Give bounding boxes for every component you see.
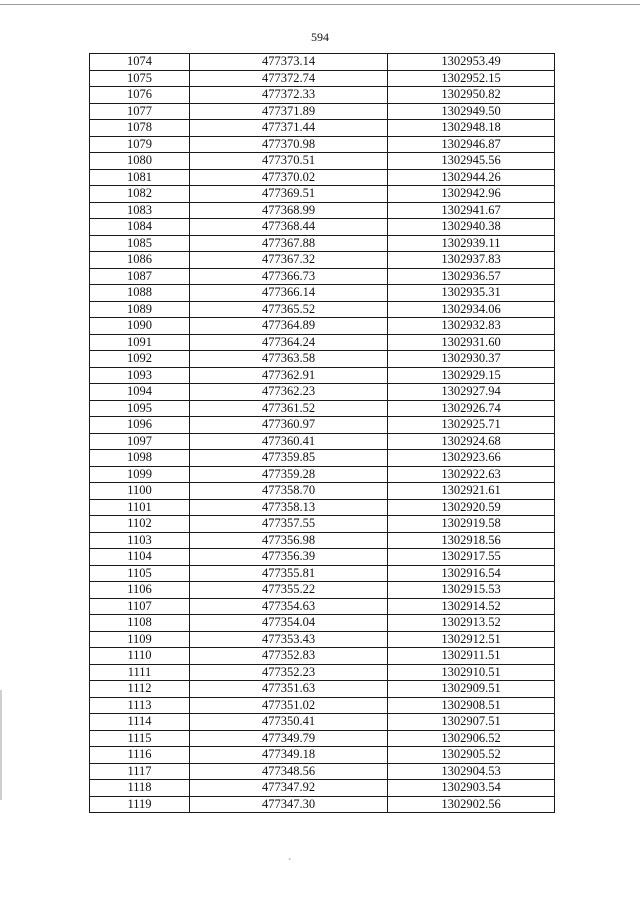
y-coordinate-cell: 1302918.56	[388, 532, 555, 549]
table-row	[90, 598, 555, 615]
point-number-cell: 1090	[90, 318, 190, 335]
y-coordinate-cell: 1302909.51	[388, 681, 555, 698]
table-row	[90, 417, 555, 434]
y-coordinate-cell: 1302923.66	[388, 450, 555, 467]
y-coordinate-cell: 1302917.55	[388, 549, 555, 566]
point-number-cell: 1113	[90, 697, 190, 714]
x-coordinate-cell: 477353.43	[190, 631, 388, 648]
x-coordinate-cell: 477358.70	[190, 483, 388, 500]
x-coordinate-cell: 477351.63	[190, 681, 388, 698]
table-row	[90, 565, 555, 582]
y-coordinate-cell: 1302948.18	[388, 120, 555, 137]
point-number-cell: 1114	[90, 714, 190, 731]
point-number-cell: 1117	[90, 763, 190, 780]
point-number-cell: 1091	[90, 334, 190, 351]
table-row	[90, 664, 555, 681]
y-coordinate-cell: 1302925.71	[388, 417, 555, 434]
point-number-cell: 1092	[90, 351, 190, 368]
y-coordinate-cell: 1302935.31	[388, 285, 555, 302]
point-number-cell: 1119	[90, 796, 190, 813]
x-coordinate-cell: 477356.98	[190, 532, 388, 549]
x-coordinate-cell: 477368.99	[190, 202, 388, 219]
y-coordinate-cell: 1302919.58	[388, 516, 555, 533]
y-coordinate-cell: 1302911.51	[388, 648, 555, 665]
point-number-cell: 1118	[90, 780, 190, 797]
y-coordinate-cell: 1302913.52	[388, 615, 555, 632]
x-coordinate-cell: 477367.88	[190, 235, 388, 252]
point-number-cell: 1109	[90, 631, 190, 648]
y-coordinate-cell: 1302921.61	[388, 483, 555, 500]
x-coordinate-cell: 477351.02	[190, 697, 388, 714]
point-number-cell: 1101	[90, 499, 190, 516]
point-number-cell: 1108	[90, 615, 190, 632]
y-coordinate-cell: 1302904.53	[388, 763, 555, 780]
x-coordinate-cell: 477371.89	[190, 103, 388, 120]
y-coordinate-cell: 1302910.51	[388, 664, 555, 681]
table-row	[90, 219, 555, 236]
x-coordinate-cell: 477373.14	[190, 54, 388, 71]
y-coordinate-cell: 1302922.63	[388, 466, 555, 483]
table-row	[90, 796, 555, 813]
y-coordinate-cell: 1302929.15	[388, 367, 555, 384]
x-coordinate-cell: 477363.58	[190, 351, 388, 368]
table-row	[90, 367, 555, 384]
y-coordinate-cell: 1302942.96	[388, 186, 555, 203]
point-number-cell: 1103	[90, 532, 190, 549]
table-row	[90, 747, 555, 764]
point-number-cell: 1100	[90, 483, 190, 500]
table-row	[90, 318, 555, 335]
y-coordinate-cell: 1302916.54	[388, 565, 555, 582]
table-row	[90, 681, 555, 698]
x-coordinate-cell: 477371.44	[190, 120, 388, 137]
x-coordinate-cell: 477372.74	[190, 70, 388, 87]
point-number-cell: 1074	[90, 54, 190, 71]
point-number-cell: 1105	[90, 565, 190, 582]
table-row	[90, 697, 555, 714]
point-number-cell: 1096	[90, 417, 190, 434]
point-number-cell: 1075	[90, 70, 190, 87]
x-coordinate-cell: 477347.92	[190, 780, 388, 797]
table-row	[90, 235, 555, 252]
x-coordinate-cell: 477359.28	[190, 466, 388, 483]
x-coordinate-cell: 477367.32	[190, 252, 388, 269]
y-coordinate-cell: 1302937.83	[388, 252, 555, 269]
x-coordinate-cell: 477366.73	[190, 268, 388, 285]
point-number-cell: 1087	[90, 268, 190, 285]
point-number-cell: 1078	[90, 120, 190, 137]
point-number-cell: 1082	[90, 186, 190, 203]
y-coordinate-cell: 1302945.56	[388, 153, 555, 170]
point-number-cell: 1077	[90, 103, 190, 120]
x-coordinate-cell: 477355.81	[190, 565, 388, 582]
y-coordinate-cell: 1302936.57	[388, 268, 555, 285]
coordinates-table	[89, 53, 555, 813]
table-row	[90, 54, 555, 71]
table-row	[90, 631, 555, 648]
y-coordinate-cell: 1302939.11	[388, 235, 555, 252]
table-row	[90, 483, 555, 500]
scan-dot-mark: `	[288, 858, 292, 869]
x-coordinate-cell: 477360.97	[190, 417, 388, 434]
table-row	[90, 252, 555, 269]
point-number-cell: 1110	[90, 648, 190, 665]
y-coordinate-cell: 1302924.68	[388, 433, 555, 450]
point-number-cell: 1098	[90, 450, 190, 467]
x-coordinate-cell: 477362.23	[190, 384, 388, 401]
x-coordinate-cell: 477360.41	[190, 433, 388, 450]
table-row	[90, 780, 555, 797]
x-coordinate-cell: 477364.24	[190, 334, 388, 351]
y-coordinate-cell: 1302934.06	[388, 301, 555, 318]
y-coordinate-cell: 1302930.37	[388, 351, 555, 368]
y-coordinate-cell: 1302905.52	[388, 747, 555, 764]
x-coordinate-cell: 477349.79	[190, 730, 388, 747]
x-coordinate-cell: 477365.52	[190, 301, 388, 318]
table-row	[90, 714, 555, 731]
y-coordinate-cell: 1302932.83	[388, 318, 555, 335]
page-number: 594	[311, 30, 329, 44]
y-coordinate-cell: 1302915.53	[388, 582, 555, 599]
y-coordinate-cell: 1302907.51	[388, 714, 555, 731]
x-coordinate-cell: 477370.98	[190, 136, 388, 153]
y-coordinate-cell: 1302906.52	[388, 730, 555, 747]
point-number-cell: 1084	[90, 219, 190, 236]
page-top-rule	[0, 4, 640, 5]
y-coordinate-cell: 1302940.38	[388, 219, 555, 236]
x-coordinate-cell: 477355.22	[190, 582, 388, 599]
y-coordinate-cell: 1302908.51	[388, 697, 555, 714]
x-coordinate-cell: 477354.63	[190, 598, 388, 615]
x-coordinate-cell: 477356.39	[190, 549, 388, 566]
table-row	[90, 169, 555, 186]
x-coordinate-cell: 477350.41	[190, 714, 388, 731]
x-coordinate-cell: 477361.52	[190, 400, 388, 417]
table-row	[90, 648, 555, 665]
point-number-cell: 1106	[90, 582, 190, 599]
table-row	[90, 351, 555, 368]
table-row	[90, 450, 555, 467]
x-coordinate-cell: 477352.83	[190, 648, 388, 665]
x-coordinate-cell: 477357.55	[190, 516, 388, 533]
table-row	[90, 582, 555, 599]
y-coordinate-cell: 1302944.26	[388, 169, 555, 186]
table-row	[90, 153, 555, 170]
table-row	[90, 285, 555, 302]
point-number-cell: 1112	[90, 681, 190, 698]
table-row	[90, 202, 555, 219]
x-coordinate-cell: 477352.23	[190, 664, 388, 681]
x-coordinate-cell: 477372.33	[190, 87, 388, 104]
x-coordinate-cell: 477358.13	[190, 499, 388, 516]
x-coordinate-cell: 477359.85	[190, 450, 388, 467]
table-row	[90, 763, 555, 780]
table-row	[90, 730, 555, 747]
y-coordinate-cell: 1302931.60	[388, 334, 555, 351]
y-coordinate-cell: 1302941.67	[388, 202, 555, 219]
table-row	[90, 549, 555, 566]
point-number-cell: 1107	[90, 598, 190, 615]
table-row	[90, 268, 555, 285]
point-number-cell: 1089	[90, 301, 190, 318]
point-number-cell: 1104	[90, 549, 190, 566]
x-coordinate-cell: 477349.18	[190, 747, 388, 764]
point-number-cell: 1088	[90, 285, 190, 302]
point-number-cell: 1076	[90, 87, 190, 104]
point-number-cell: 1083	[90, 202, 190, 219]
table-row	[90, 499, 555, 516]
table-row	[90, 615, 555, 632]
point-number-cell: 1116	[90, 747, 190, 764]
table-row	[90, 70, 555, 87]
y-coordinate-cell: 1302920.59	[388, 499, 555, 516]
table-row	[90, 87, 555, 104]
x-coordinate-cell: 477370.02	[190, 169, 388, 186]
x-coordinate-cell: 477347.30	[190, 796, 388, 813]
point-number-cell: 1099	[90, 466, 190, 483]
table-row	[90, 400, 555, 417]
y-coordinate-cell: 1302903.54	[388, 780, 555, 797]
point-number-cell: 1094	[90, 384, 190, 401]
x-coordinate-cell: 477369.51	[190, 186, 388, 203]
table-row	[90, 532, 555, 549]
x-coordinate-cell: 477364.89	[190, 318, 388, 335]
point-number-cell: 1097	[90, 433, 190, 450]
scan-edge-mark	[0, 690, 2, 800]
table-row	[90, 120, 555, 137]
y-coordinate-cell: 1302952.15	[388, 70, 555, 87]
table-row	[90, 103, 555, 120]
x-coordinate-cell: 477368.44	[190, 219, 388, 236]
point-number-cell: 1115	[90, 730, 190, 747]
x-coordinate-cell: 477362.91	[190, 367, 388, 384]
point-number-cell: 1081	[90, 169, 190, 186]
y-coordinate-cell: 1302902.56	[388, 796, 555, 813]
y-coordinate-cell: 1302953.49	[388, 54, 555, 71]
table-row	[90, 466, 555, 483]
point-number-cell: 1111	[90, 664, 190, 681]
y-coordinate-cell: 1302950.82	[388, 87, 555, 104]
coordinates-table-body	[90, 54, 555, 813]
table-row	[90, 334, 555, 351]
table-row	[90, 136, 555, 153]
table-row	[90, 516, 555, 533]
y-coordinate-cell: 1302949.50	[388, 103, 555, 120]
point-number-cell: 1095	[90, 400, 190, 417]
y-coordinate-cell: 1302927.94	[388, 384, 555, 401]
table-row	[90, 186, 555, 203]
point-number-cell: 1093	[90, 367, 190, 384]
point-number-cell: 1080	[90, 153, 190, 170]
y-coordinate-cell: 1302914.52	[388, 598, 555, 615]
point-number-cell: 1079	[90, 136, 190, 153]
table-row	[90, 433, 555, 450]
x-coordinate-cell: 477370.51	[190, 153, 388, 170]
table-row	[90, 301, 555, 318]
point-number-cell: 1086	[90, 252, 190, 269]
point-number-cell: 1102	[90, 516, 190, 533]
table-row	[90, 384, 555, 401]
x-coordinate-cell: 477348.56	[190, 763, 388, 780]
point-number-cell: 1085	[90, 235, 190, 252]
x-coordinate-cell: 477366.14	[190, 285, 388, 302]
y-coordinate-cell: 1302946.87	[388, 136, 555, 153]
y-coordinate-cell: 1302926.74	[388, 400, 555, 417]
x-coordinate-cell: 477354.04	[190, 615, 388, 632]
y-coordinate-cell: 1302912.51	[388, 631, 555, 648]
